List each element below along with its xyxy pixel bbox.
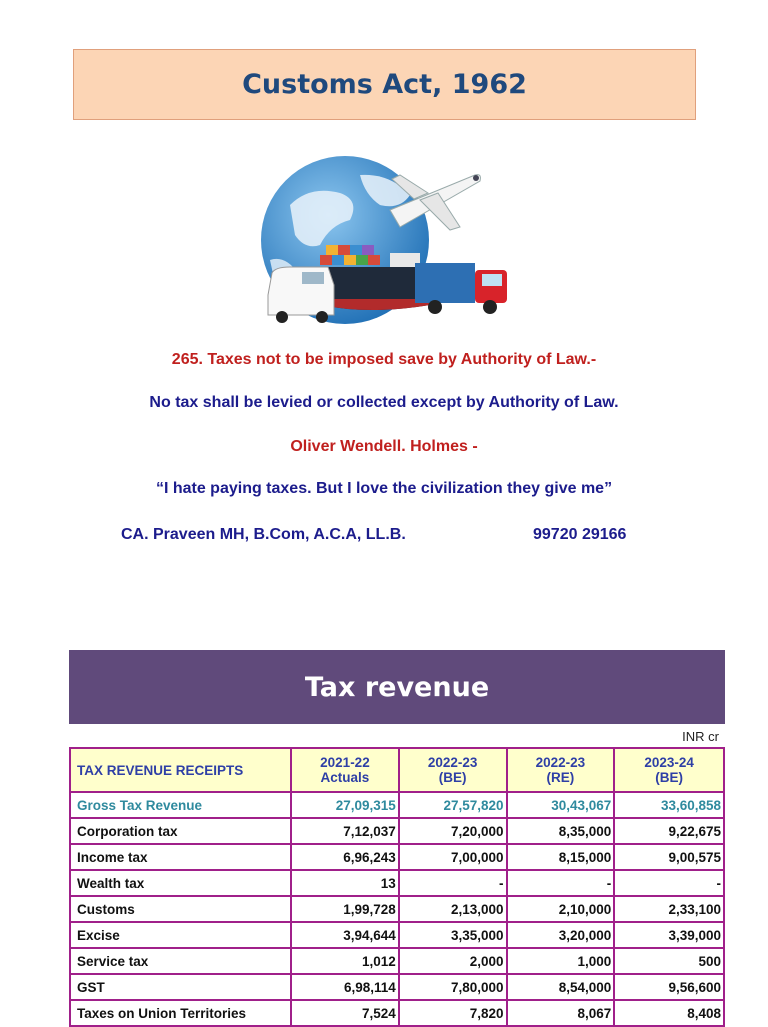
cell-value: 7,00,000 [399,844,507,870]
cell-value: 3,94,644 [291,922,399,948]
cell-value: 3,35,000 [399,922,507,948]
title-banner [73,49,696,120]
row-label: GST [70,974,291,1000]
table-row-gross [70,792,724,818]
cell-value: 6,96,243 [291,844,399,870]
row-label: Income tax [70,844,291,870]
presenter-credit: CA. Praveen MH, B.Com, A.C.A, LL.B. [121,526,406,543]
table-row [70,1000,724,1026]
header-col-2: 2022-23 (BE) [399,748,507,792]
cell-value: 8,54,000 [507,974,615,1000]
slide-title: Customs Act, 1962 [242,69,527,100]
header-receipts: TAX REVENUE RECEIPTS [70,748,291,792]
cell-value: 3,20,000 [507,922,615,948]
cell-value: 7,12,037 [291,818,399,844]
cell-value: 500 [614,948,724,974]
row-label: Gross Tax Revenue [70,792,291,818]
cell-value: 9,00,575 [614,844,724,870]
cell-value: 33,60,858 [614,792,724,818]
table-header-row [70,748,724,792]
cell-value: 2,000 [399,948,507,974]
header-col-4: 2023-24 (BE) [614,748,724,792]
article-text: No tax shall be levied or collected except by Authority of Law. [149,394,619,411]
article-heading: 265. Taxes not to be imposed save by Authority of Law.- [171,351,597,368]
row-label: Service tax [70,948,291,974]
table-row [70,896,724,922]
row-label: Taxes on Union Territories [70,1000,291,1026]
header-col-3: 2022-23 (RE) [507,748,615,792]
quote-text: “I hate paying taxes. But I love the civilization they give me” [155,480,613,497]
cell-value: 7,20,000 [399,818,507,844]
cell-value: 6,98,114 [291,974,399,1000]
table-row [70,870,724,896]
cell-value: 27,57,820 [399,792,507,818]
row-label: Corporation tax [70,818,291,844]
row-label: Excise [70,922,291,948]
cell-value: 9,22,675 [614,818,724,844]
cell-value: - [614,870,724,896]
cell-value: 13 [291,870,399,896]
cell-value: 8,067 [507,1000,615,1026]
cell-value: 30,43,067 [507,792,615,818]
row-label: Wealth tax [70,870,291,896]
cell-value: 1,99,728 [291,896,399,922]
cell-value: 8,35,000 [507,818,615,844]
cell-value: 8,15,000 [507,844,615,870]
cell-value: 7,820 [399,1000,507,1026]
tax-revenue-banner [69,650,725,724]
trade-globe-illustration [250,155,520,335]
cell-value: 2,33,100 [614,896,724,922]
table-row [70,818,724,844]
cell-value: 27,09,315 [291,792,399,818]
cell-value: 9,56,600 [614,974,724,1000]
tax-revenue-table [69,747,725,1027]
cell-value: 2,10,000 [507,896,615,922]
cell-value: 7,524 [291,1000,399,1026]
cell-value: 8,408 [614,1000,724,1026]
cell-value: 1,012 [291,948,399,974]
cell-value: 2,13,000 [399,896,507,922]
slide-title-tax-revenue: Tax revenue [304,671,490,703]
table-row [70,844,724,870]
table-row [70,948,724,974]
cell-value: 7,80,000 [399,974,507,1000]
table-row [70,974,724,1000]
presenter-phone: 99720 29166 [533,526,627,543]
cell-value: - [507,870,615,896]
table-row [70,922,724,948]
cell-value: 1,000 [507,948,615,974]
row-label: Customs [70,896,291,922]
unit-label: INR cr [682,729,719,744]
cell-value: 3,39,000 [614,922,724,948]
quote-author: Oliver Wendell. Holmes - [290,438,478,455]
cell-value: - [399,870,507,896]
header-col-1: 2021-22 Actuals [291,748,399,792]
